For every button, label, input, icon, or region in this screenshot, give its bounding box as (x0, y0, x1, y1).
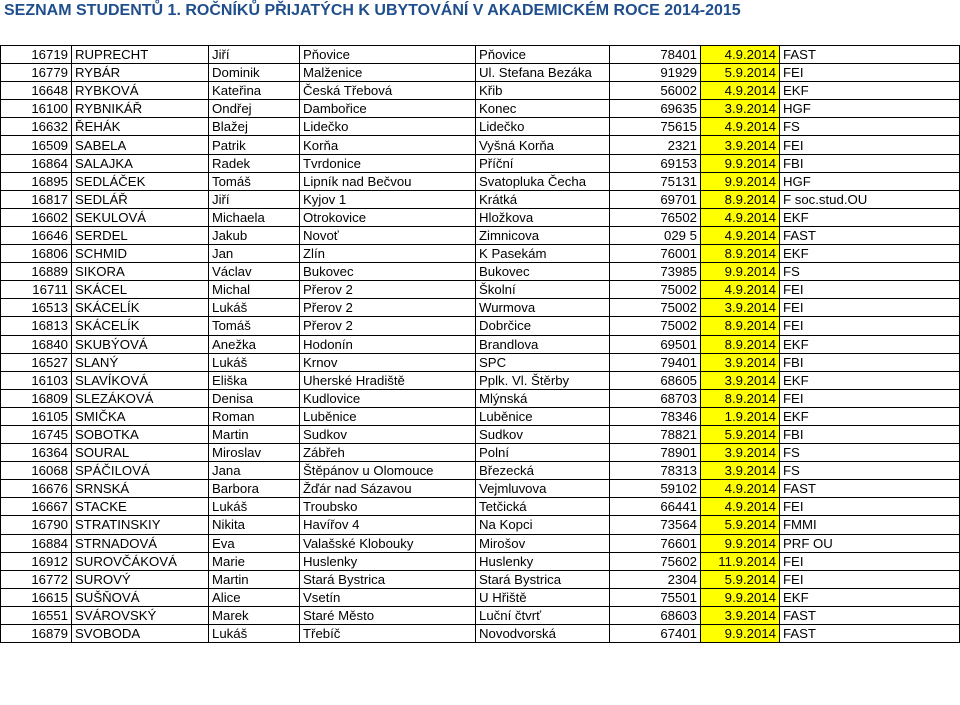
city-cell: Zábřeh (300, 444, 476, 462)
city-cell: Přerov 2 (300, 299, 476, 317)
table-row (1, 190, 960, 208)
city-cell: Vsetín (300, 588, 476, 606)
date-cell: 11.9.2014 (701, 552, 780, 570)
date-cell: 4.9.2014 (701, 82, 780, 100)
faculty-cell: EKF (780, 208, 960, 226)
street-cell: Wurmova (476, 299, 610, 317)
date-cell: 9.9.2014 (701, 534, 780, 552)
city-cell: Dambořice (300, 100, 476, 118)
date-cell: 3.9.2014 (701, 100, 780, 118)
city-cell: Luběnice (300, 407, 476, 425)
date-cell: 4.9.2014 (701, 46, 780, 64)
street-cell: Krátká (476, 190, 610, 208)
student-id-cell: 16809 (1, 389, 72, 407)
student-id-cell: 16772 (1, 570, 72, 588)
student-id-cell: 16889 (1, 263, 72, 281)
city-cell: Bukovec (300, 263, 476, 281)
street-cell: Brandlova (476, 335, 610, 353)
postal-code-cell: 68703 (610, 389, 701, 407)
first-name-cell: Eliška (209, 371, 300, 389)
date-cell: 5.9.2014 (701, 570, 780, 588)
first-name-cell: Lukáš (209, 498, 300, 516)
surname-cell: SLEZÁKOVÁ (72, 389, 209, 407)
surname-cell: SLAVÍKOVÁ (72, 371, 209, 389)
faculty-cell: EKF (780, 407, 960, 425)
surname-cell: SVOBODA (72, 625, 209, 643)
date-cell: 8.9.2014 (701, 245, 780, 263)
faculty-cell: FEI (780, 317, 960, 335)
date-cell: 8.9.2014 (701, 389, 780, 407)
street-cell: Školní (476, 281, 610, 299)
first-name-cell: Tomáš (209, 317, 300, 335)
table-row (1, 226, 960, 244)
surname-cell: SMIČKA (72, 407, 209, 425)
first-name-cell: Blažej (209, 118, 300, 136)
faculty-cell: FMMI (780, 516, 960, 534)
date-cell: 8.9.2014 (701, 335, 780, 353)
table-row (1, 389, 960, 407)
postal-code-cell: 78821 (610, 425, 701, 443)
surname-cell: STRATINSKIY (72, 516, 209, 534)
table-row (1, 299, 960, 317)
table-row (1, 46, 960, 64)
city-cell: Přerov 2 (300, 317, 476, 335)
first-name-cell: Roman (209, 407, 300, 425)
postal-code-cell: 76601 (610, 534, 701, 552)
surname-cell: RYBNIKÁŘ (72, 100, 209, 118)
date-cell: 4.9.2014 (701, 498, 780, 516)
postal-code-cell: 73564 (610, 516, 701, 534)
first-name-cell: Martin (209, 570, 300, 588)
date-cell: 8.9.2014 (701, 317, 780, 335)
surname-cell: RUPRECHT (72, 46, 209, 64)
student-id-cell: 16646 (1, 226, 72, 244)
city-cell: Kudlovice (300, 389, 476, 407)
date-cell: 4.9.2014 (701, 281, 780, 299)
first-name-cell: Jakub (209, 226, 300, 244)
student-id-cell: 16840 (1, 335, 72, 353)
table-row (1, 606, 960, 624)
table-row (1, 154, 960, 172)
faculty-cell: FAST (780, 480, 960, 498)
student-id-cell: 16527 (1, 353, 72, 371)
student-id-cell: 16884 (1, 534, 72, 552)
student-id-cell: 16100 (1, 100, 72, 118)
faculty-cell: FS (780, 118, 960, 136)
date-cell: 1.9.2014 (701, 407, 780, 425)
faculty-cell: EKF (780, 335, 960, 353)
first-name-cell: Dominik (209, 64, 300, 82)
date-cell: 9.9.2014 (701, 263, 780, 281)
surname-cell: SRNSKÁ (72, 480, 209, 498)
postal-code-cell: 78313 (610, 462, 701, 480)
street-cell: Pplk. Vl. Štěrby (476, 371, 610, 389)
street-cell: Mirošov (476, 534, 610, 552)
postal-code-cell: 78346 (610, 407, 701, 425)
table-row (1, 444, 960, 462)
city-cell: Troubsko (300, 498, 476, 516)
postal-code-cell: 73985 (610, 263, 701, 281)
faculty-cell: FEI (780, 389, 960, 407)
city-cell: Uherské Hradiště (300, 371, 476, 389)
city-cell: Žďár nad Sázavou (300, 480, 476, 498)
first-name-cell: Jiří (209, 190, 300, 208)
street-cell: Mlýnská (476, 389, 610, 407)
faculty-cell: FAST (780, 226, 960, 244)
table-row (1, 64, 960, 82)
city-cell: Valašské Klobouky (300, 534, 476, 552)
city-cell: Sudkov (300, 425, 476, 443)
postal-code-cell: 67401 (610, 625, 701, 643)
student-id-cell: 16745 (1, 425, 72, 443)
first-name-cell: Barbora (209, 480, 300, 498)
city-cell: Zlín (300, 245, 476, 263)
table-row (1, 245, 960, 263)
city-cell: Huslenky (300, 552, 476, 570)
street-cell: Sudkov (476, 425, 610, 443)
first-name-cell: Eva (209, 534, 300, 552)
city-cell: Třebíč (300, 625, 476, 643)
city-cell: Otrokovice (300, 208, 476, 226)
table-row (1, 118, 960, 136)
first-name-cell: Marie (209, 552, 300, 570)
faculty-cell: EKF (780, 82, 960, 100)
faculty-cell: PRF OU (780, 534, 960, 552)
date-cell: 9.9.2014 (701, 154, 780, 172)
postal-code-cell: 68605 (610, 371, 701, 389)
table-row (1, 208, 960, 226)
surname-cell: SEKULOVÁ (72, 208, 209, 226)
postal-code-cell: 78401 (610, 46, 701, 64)
date-cell: 4.9.2014 (701, 208, 780, 226)
student-id-cell: 16615 (1, 588, 72, 606)
faculty-cell: FBI (780, 353, 960, 371)
surname-cell: RYBÁR (72, 64, 209, 82)
postal-code-cell: 75002 (610, 299, 701, 317)
table-row (1, 136, 960, 154)
postal-code-cell: 75002 (610, 281, 701, 299)
student-id-cell: 16790 (1, 516, 72, 534)
street-cell: Luběnice (476, 407, 610, 425)
faculty-cell: FEI (780, 136, 960, 154)
student-id-cell: 16879 (1, 625, 72, 643)
surname-cell: SCHMID (72, 245, 209, 263)
date-cell: 3.9.2014 (701, 606, 780, 624)
street-cell: Bukovec (476, 263, 610, 281)
surname-cell: SIKORA (72, 263, 209, 281)
surname-cell: SPÁČILOVÁ (72, 462, 209, 480)
student-id-cell: 16509 (1, 136, 72, 154)
street-cell: Ul. Stefana Bezáka (476, 64, 610, 82)
table-row (1, 172, 960, 190)
surname-cell: SUROVČÁKOVÁ (72, 552, 209, 570)
faculty-cell: FS (780, 444, 960, 462)
student-id-cell: 16864 (1, 154, 72, 172)
student-id-cell: 16719 (1, 46, 72, 64)
date-cell: 8.9.2014 (701, 190, 780, 208)
table-row (1, 570, 960, 588)
city-cell: Kyjov 1 (300, 190, 476, 208)
postal-code-cell: 56002 (610, 82, 701, 100)
faculty-cell: EKF (780, 245, 960, 263)
faculty-cell: HGF (780, 172, 960, 190)
date-cell: 4.9.2014 (701, 118, 780, 136)
table-row (1, 371, 960, 389)
street-cell: Březecká (476, 462, 610, 480)
surname-cell: SALAJKA (72, 154, 209, 172)
surname-cell: STRNADOVÁ (72, 534, 209, 552)
postal-code-cell: 78901 (610, 444, 701, 462)
street-cell: U Hřiště (476, 588, 610, 606)
student-id-cell: 16103 (1, 371, 72, 389)
table-row (1, 498, 960, 516)
street-cell: Hložkova (476, 208, 610, 226)
student-id-cell: 16667 (1, 498, 72, 516)
postal-code-cell: 2321 (610, 136, 701, 154)
date-cell: 3.9.2014 (701, 299, 780, 317)
city-cell: Štěpánov u Olomouce (300, 462, 476, 480)
first-name-cell: Miroslav (209, 444, 300, 462)
street-cell: Dobrčice (476, 317, 610, 335)
surname-cell: SEDLÁČEK (72, 172, 209, 190)
date-cell: 3.9.2014 (701, 462, 780, 480)
first-name-cell: Lukáš (209, 353, 300, 371)
street-cell: Křib (476, 82, 610, 100)
street-cell: Pňovice (476, 46, 610, 64)
city-cell: Korňa (300, 136, 476, 154)
surname-cell: SUŠŇOVÁ (72, 588, 209, 606)
postal-code-cell: 029 5 (610, 226, 701, 244)
first-name-cell: Nikita (209, 516, 300, 534)
table-row (1, 552, 960, 570)
city-cell: Hodonín (300, 335, 476, 353)
city-cell: Malženice (300, 64, 476, 82)
date-cell: 3.9.2014 (701, 136, 780, 154)
first-name-cell: Jiří (209, 46, 300, 64)
table-row (1, 588, 960, 606)
faculty-cell: FEI (780, 299, 960, 317)
city-cell: Staré Město (300, 606, 476, 624)
date-cell: 3.9.2014 (701, 371, 780, 389)
postal-code-cell: 76001 (610, 245, 701, 263)
table-row (1, 407, 960, 425)
faculty-cell: FS (780, 263, 960, 281)
surname-cell: SOURAL (72, 444, 209, 462)
faculty-cell: EKF (780, 371, 960, 389)
surname-cell: SVÁROVSKÝ (72, 606, 209, 624)
student-id-cell: 16602 (1, 208, 72, 226)
surname-cell: SOBOTKA (72, 425, 209, 443)
table-row (1, 100, 960, 118)
faculty-cell: FBI (780, 425, 960, 443)
surname-cell: SLANÝ (72, 353, 209, 371)
postal-code-cell: 2304 (610, 570, 701, 588)
street-cell: Příční (476, 154, 610, 172)
student-id-cell: 16105 (1, 407, 72, 425)
street-cell: K Pasekám (476, 245, 610, 263)
city-cell: Havířov 4 (300, 516, 476, 534)
date-cell: 5.9.2014 (701, 516, 780, 534)
surname-cell: SUROVÝ (72, 570, 209, 588)
street-cell: Luční čtvrť (476, 606, 610, 624)
postal-code-cell: 59102 (610, 480, 701, 498)
first-name-cell: Jana (209, 462, 300, 480)
table-row (1, 516, 960, 534)
postal-code-cell: 75602 (610, 552, 701, 570)
first-name-cell: Martin (209, 425, 300, 443)
student-table (0, 45, 960, 643)
street-cell: Huslenky (476, 552, 610, 570)
surname-cell: ŘEHÁK (72, 118, 209, 136)
first-name-cell: Václav (209, 263, 300, 281)
student-id-cell: 16364 (1, 444, 72, 462)
first-name-cell: Denisa (209, 389, 300, 407)
city-cell: Krnov (300, 353, 476, 371)
table-row (1, 462, 960, 480)
street-cell: Svatopluka Čecha (476, 172, 610, 190)
city-cell: Pňovice (300, 46, 476, 64)
street-cell: Zimnicova (476, 226, 610, 244)
student-id-cell: 16648 (1, 82, 72, 100)
street-cell: Vyšná Korňa (476, 136, 610, 154)
table-row (1, 534, 960, 552)
faculty-cell: F soc.stud.OU (780, 190, 960, 208)
surname-cell: SEDLÁŘ (72, 190, 209, 208)
first-name-cell: Marek (209, 606, 300, 624)
student-id-cell: 16711 (1, 281, 72, 299)
street-cell: Vejmluvova (476, 480, 610, 498)
first-name-cell: Patrik (209, 136, 300, 154)
surname-cell: SERDEL (72, 226, 209, 244)
street-cell: Tetčická (476, 498, 610, 516)
postal-code-cell: 69501 (610, 335, 701, 353)
faculty-cell: FEI (780, 552, 960, 570)
table-row (1, 425, 960, 443)
student-id-cell: 16513 (1, 299, 72, 317)
first-name-cell: Radek (209, 154, 300, 172)
street-cell: Stará Bystrica (476, 570, 610, 588)
table-row (1, 281, 960, 299)
student-id-cell: 16806 (1, 245, 72, 263)
surname-cell: STACKE (72, 498, 209, 516)
city-cell: Novoť (300, 226, 476, 244)
date-cell: 9.9.2014 (701, 172, 780, 190)
student-id-cell: 16813 (1, 317, 72, 335)
student-id-cell: 16912 (1, 552, 72, 570)
postal-code-cell: 68603 (610, 606, 701, 624)
table-row (1, 625, 960, 643)
student-id-cell: 16779 (1, 64, 72, 82)
faculty-cell: FS (780, 462, 960, 480)
street-cell: Na Kopci (476, 516, 610, 534)
postal-code-cell: 76502 (610, 208, 701, 226)
first-name-cell: Anežka (209, 335, 300, 353)
first-name-cell: Michaela (209, 208, 300, 226)
first-name-cell: Jan (209, 245, 300, 263)
table-row (1, 480, 960, 498)
city-cell: Tvrdonice (300, 154, 476, 172)
surname-cell: SABELA (72, 136, 209, 154)
postal-code-cell: 75501 (610, 588, 701, 606)
student-id-cell: 16068 (1, 462, 72, 480)
surname-cell: SKUBÝOVÁ (72, 335, 209, 353)
first-name-cell: Lukáš (209, 625, 300, 643)
postal-code-cell: 91929 (610, 64, 701, 82)
surname-cell: SKÁCELÍK (72, 317, 209, 335)
date-cell: 5.9.2014 (701, 64, 780, 82)
surname-cell: RYBKOVÁ (72, 82, 209, 100)
postal-code-cell: 69153 (610, 154, 701, 172)
city-cell: Česká Třebová (300, 82, 476, 100)
first-name-cell: Alice (209, 588, 300, 606)
postal-code-cell: 69635 (610, 100, 701, 118)
surname-cell: SKÁCEL (72, 281, 209, 299)
faculty-cell: EKF (780, 588, 960, 606)
city-cell: Lidečko (300, 118, 476, 136)
date-cell: 4.9.2014 (701, 480, 780, 498)
postal-code-cell: 75002 (610, 317, 701, 335)
student-id-cell: 16817 (1, 190, 72, 208)
postal-code-cell: 79401 (610, 353, 701, 371)
faculty-cell: HGF (780, 100, 960, 118)
postal-code-cell: 69701 (610, 190, 701, 208)
table-row (1, 82, 960, 100)
surname-cell: SKÁCELÍK (72, 299, 209, 317)
date-cell: 9.9.2014 (701, 625, 780, 643)
faculty-cell: FEI (780, 498, 960, 516)
faculty-cell: FBI (780, 154, 960, 172)
date-cell: 5.9.2014 (701, 425, 780, 443)
table-row (1, 263, 960, 281)
city-cell: Lipník nad Bečvou (300, 172, 476, 190)
date-cell: 9.9.2014 (701, 588, 780, 606)
date-cell: 3.9.2014 (701, 353, 780, 371)
faculty-cell: FEI (780, 64, 960, 82)
table-row (1, 335, 960, 353)
city-cell: Stará Bystrica (300, 570, 476, 588)
street-cell: Polní (476, 444, 610, 462)
faculty-cell: FAST (780, 606, 960, 624)
faculty-cell: FEI (780, 570, 960, 588)
student-id-cell: 16632 (1, 118, 72, 136)
city-cell: Přerov 2 (300, 281, 476, 299)
faculty-cell: FAST (780, 625, 960, 643)
student-id-cell: 16676 (1, 480, 72, 498)
student-id-cell: 16551 (1, 606, 72, 624)
first-name-cell: Michal (209, 281, 300, 299)
table-row (1, 353, 960, 371)
postal-code-cell: 66441 (610, 498, 701, 516)
document-title: SEZNAM STUDENTŮ 1. ROČNÍKŮ PŘIJATÝCH K UBYTOVÁNÍ V AKADEMICKÉM ROCE 2014-2015 (4, 2, 741, 19)
date-cell: 3.9.2014 (701, 444, 780, 462)
date-cell: 4.9.2014 (701, 226, 780, 244)
street-cell: SPC (476, 353, 610, 371)
first-name-cell: Ondřej (209, 100, 300, 118)
street-cell: Novodvorská (476, 625, 610, 643)
postal-code-cell: 75615 (610, 118, 701, 136)
first-name-cell: Tomáš (209, 172, 300, 190)
postal-code-cell: 75131 (610, 172, 701, 190)
street-cell: Lidečko (476, 118, 610, 136)
table-row (1, 317, 960, 335)
street-cell: Konec (476, 100, 610, 118)
faculty-cell: FAST (780, 46, 960, 64)
first-name-cell: Lukáš (209, 299, 300, 317)
first-name-cell: Kateřina (209, 82, 300, 100)
faculty-cell: FEI (780, 281, 960, 299)
student-id-cell: 16895 (1, 172, 72, 190)
